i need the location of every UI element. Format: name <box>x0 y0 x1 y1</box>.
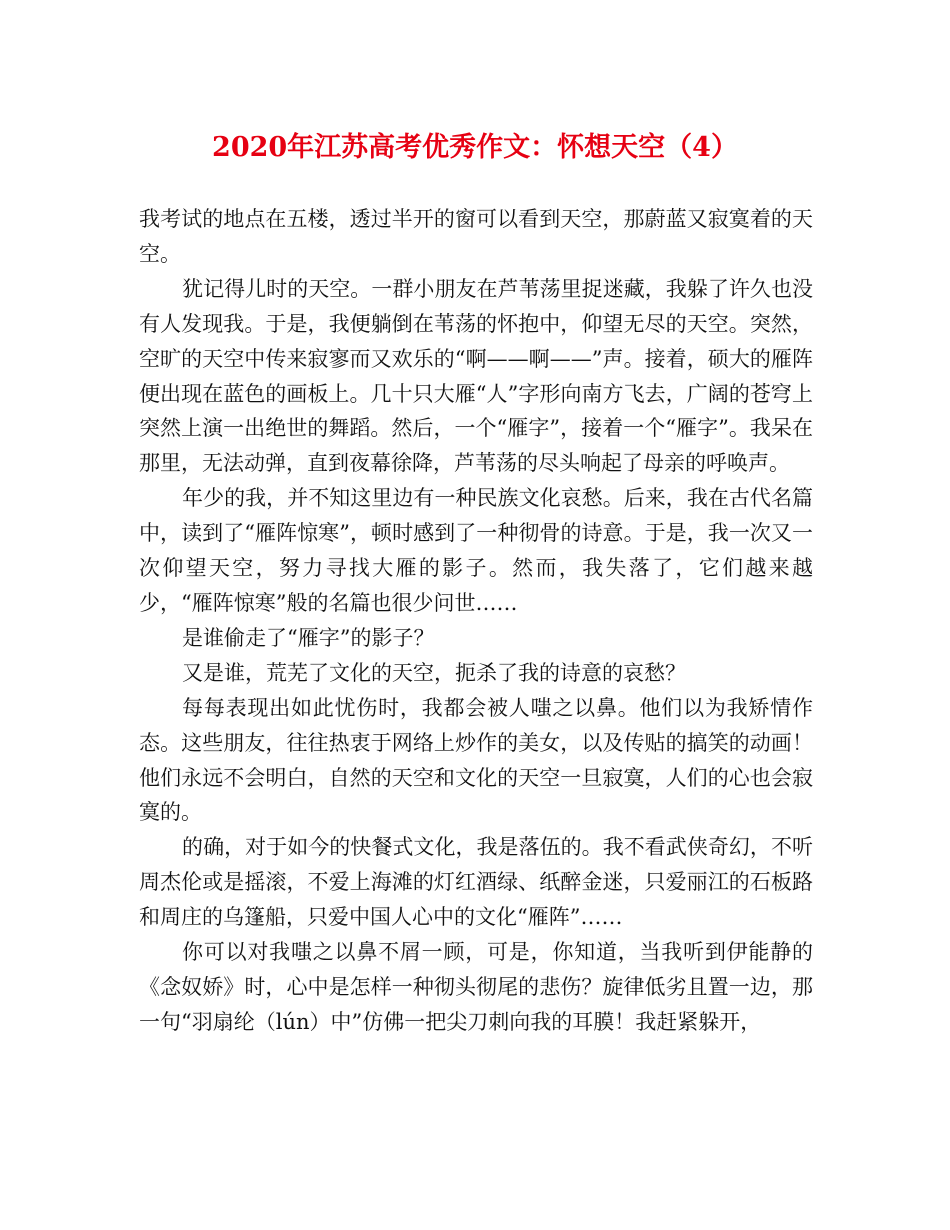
paragraph-2: 犹记得儿时的天空。一群小朋友在芦苇荡里捉迷藏，我躲了许久也没有人发现我。于是，我便躺倒在苇荡的怀抱中，仰望无尽的天空。突然，空旷的天空中传来寂寥而又欢乐的“啊——啊——”声。接着，硕大的雁阵便出现在蓝色的画板上。几十只大雁“人”字形向南方飞去，广阔的苍穹上突然上演一出绝世的舞蹈。然后，一个“雁字”，接着一个“雁字”。我呆在那里，无法动弹，直到夜幕徐降，芦苇荡的尽头响起了母亲的呼唤声。 <box>139 276 813 476</box>
paragraph-1: 我考试的地点在五楼，透过半开的窗可以看到天空，那蔚蓝又寂寞着的天空。 <box>139 207 813 266</box>
paragraph-7: 的确，对于如今的快餐式文化，我是落伍的。我不看武侠奇幻，不听周杰伦或是摇滚，不爱上海滩的灯红酒绿、纸醉金迷，只爱丽江的石板路和周庄的乌篷船，只爱中国人心中的文化“雁阵”…… <box>139 835 813 930</box>
essay-body <box>139 202 813 1040</box>
paragraph-4: 是谁偷走了“雁字”的影子？ <box>182 625 435 650</box>
document-title: 2020年江苏高考优秀作文：怀想天空（4） <box>212 132 738 163</box>
paragraph-5: 又是谁，荒芜了文化的天空，扼杀了我的诗意的哀愁？ <box>182 660 687 685</box>
paragraph-6: 每每表现出如此忧伤时，我都会被人嗤之以鼻。他们以为我矫情作态。这些朋友，往往热衷于网络上炒作的美女，以及传贴的搞笑的动画！他们永远不会明白，自然的天空和文化的天空一旦寂寞，人们的心也会寂寞的。 <box>139 695 813 825</box>
paragraph-3: 年少的我，并不知这里边有一种民族文化哀愁。后来，我在古代名篇中，读到了“雁阵惊寒”，顿时感到了一种彻骨的诗意。于是，我一次又一次仰望天空，努力寻找大雁的影子。然而，我失落了，它们越来越少，“雁阵惊寒”般的名篇也很少问世…… <box>139 486 813 615</box>
paragraph-8: 你可以对我嗤之以鼻不屑一顾，可是，你知道，当我听到伊能静的《念奴娇》时，心中是怎样一种彻头彻尾的悲伤？旋律低劣且置一边，那一句“羽扇纶（lún）中”仿佛一把尖刀刺向我的耳膜！我赶紧躲开， <box>139 940 813 1034</box>
